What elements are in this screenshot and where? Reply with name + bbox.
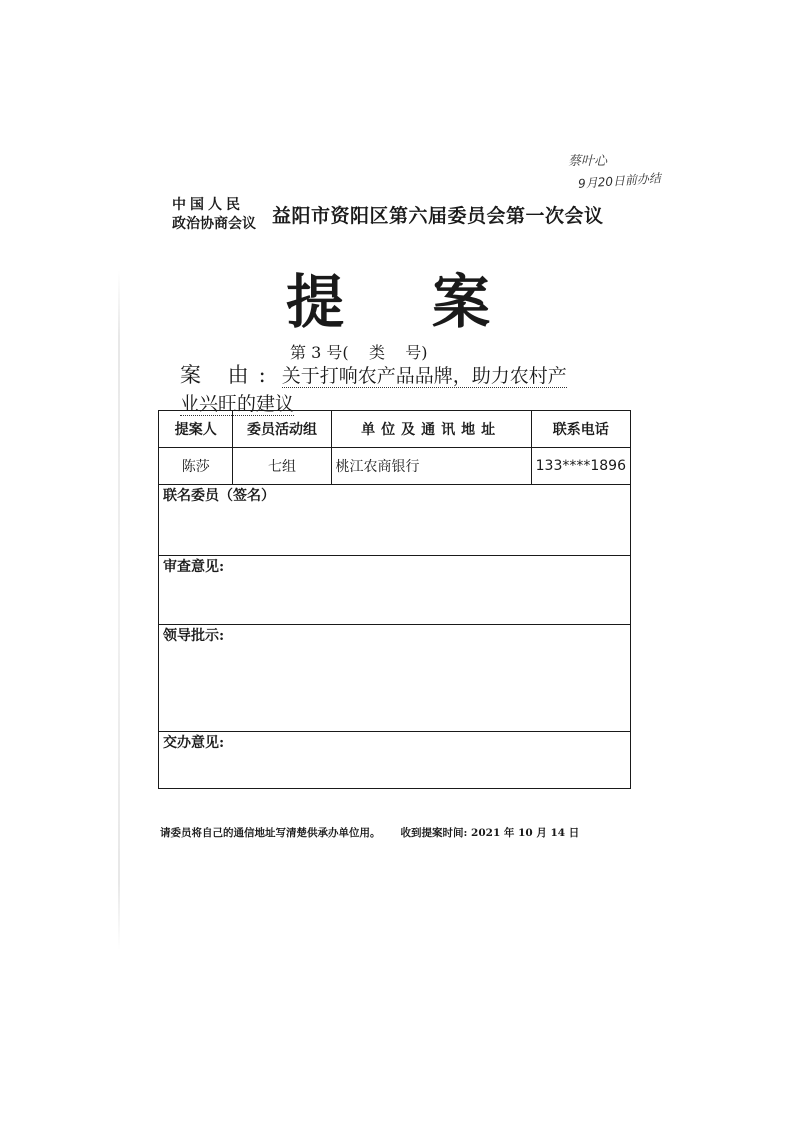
address-value: 桃江农商银行 (331, 448, 531, 485)
footer-instruction: 请委员将自己的通信地址写清楚供承办单位用。 (160, 827, 381, 839)
cosigners-label: 联名委员（签名） (159, 485, 631, 556)
proposal-number: 第 3 号( 类 号) (290, 343, 428, 362)
handling-row (159, 732, 631, 789)
handwritten-deadline: 9月20日前办结 (577, 171, 662, 191)
review-label: 审查意见: (159, 556, 631, 625)
header-address: 单位及通讯地址 (331, 411, 531, 448)
header-group: 委员活动组 (233, 411, 331, 448)
scan-edge-line (118, 270, 120, 950)
footer-received-date: 收到提案时间: 2021 年 10 月 14 日 (400, 827, 580, 839)
org-line-1: 中国人民 (172, 197, 244, 213)
phone-value: 133****1896 (531, 448, 630, 485)
org-line-2: 政治协商会议 (172, 216, 256, 232)
document-title (0, 255, 793, 336)
handling-label: 交办意见: (159, 732, 631, 789)
review-row (159, 556, 631, 625)
footer-note (160, 825, 579, 840)
cppcc-org-name (172, 196, 256, 234)
reason-text-line-2-value: 业兴旺的建议 (180, 393, 295, 415)
group-value: 七组 (233, 448, 331, 485)
table-header-row (159, 411, 631, 448)
header-phone: 联系电话 (531, 411, 630, 448)
leader-row (159, 625, 631, 732)
proposal-table (158, 410, 631, 789)
leader-label: 领导批示: (159, 625, 631, 732)
reason-label: 案 由: (180, 363, 276, 387)
handwritten-name: 蔡叶心 (568, 154, 608, 169)
header-proposer: 提案人 (159, 411, 233, 448)
reason-text-line-1: 关于打响农产品品牌，助力农村产 (281, 365, 567, 387)
table-row (159, 448, 631, 485)
title-char-1: 提 (286, 268, 345, 336)
title-char-2: 案 (432, 268, 491, 336)
meeting-title: 益阳市资阳区第六届委员会第一次会议 (272, 205, 604, 227)
proposer-value: 陈莎 (159, 448, 233, 485)
cosigners-row (159, 485, 631, 556)
proposal-reason (180, 362, 630, 390)
